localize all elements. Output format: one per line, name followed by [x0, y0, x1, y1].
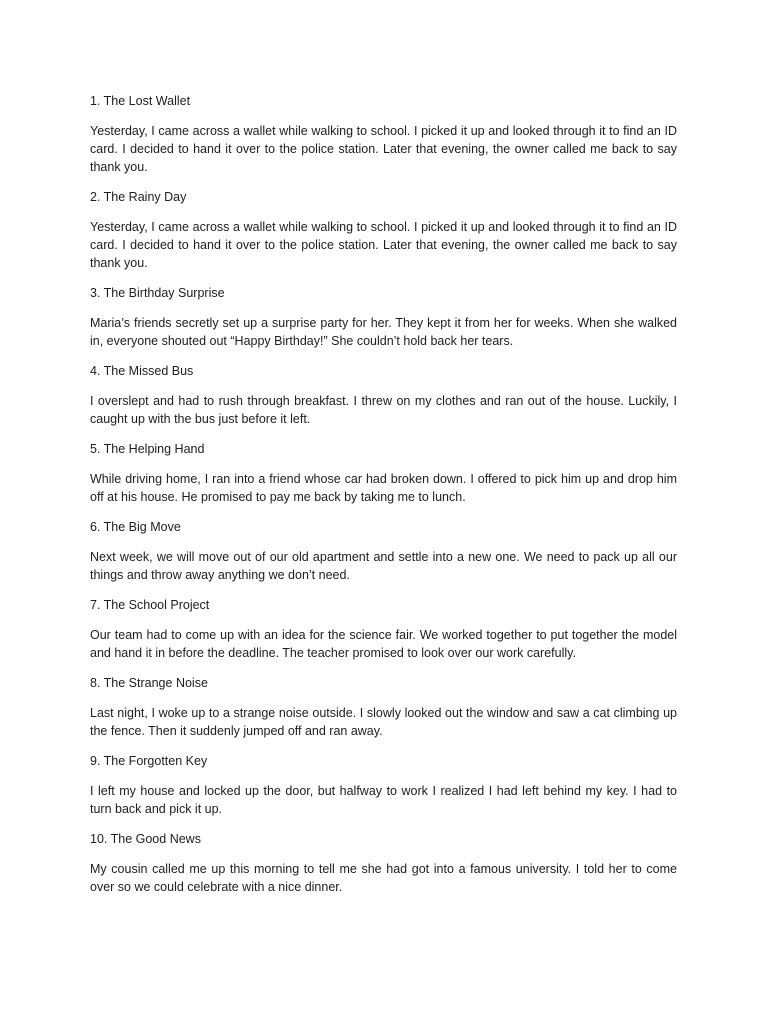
story-title: 4. The Missed Bus — [90, 364, 194, 378]
story-7 — [90, 596, 677, 662]
story-body: Maria’s friends secretly set up a surprise party for her. They kept it from her for weeks. When she walked in, everyone shouted out “Happy Birthday!” She couldn’t hold back her tears. — [90, 316, 677, 348]
story-title: 2. The Rainy Day — [90, 190, 187, 204]
story-10 — [90, 830, 677, 896]
story-4 — [90, 362, 677, 428]
story-body: Last night, I woke up to a strange noise outside. I slowly looked out the window and saw a cat climbing up the fence. Then it suddenly jumped off and ran away. — [90, 706, 677, 738]
story-8 — [90, 674, 677, 740]
story-1 — [90, 92, 677, 176]
document-page — [90, 92, 677, 908]
story-title: 5. The Helping Hand — [90, 442, 205, 456]
story-title: 1. The Lost Wallet — [90, 94, 191, 108]
story-body: My cousin called me up this morning to tell me she had got into a famous university. I told her to come over so we could celebrate with a nice dinner. — [90, 862, 677, 894]
story-body: Yesterday, I came across a wallet while walking to school. I picked it up and looked through it to find an ID card. I decided to hand it over to the police station. Later that evening, the owner called me back to say thank you. — [90, 220, 677, 270]
story-title: 7. The School Project — [90, 598, 210, 612]
story-body: Next week, we will move out of our old apartment and settle into a new one. We need to pack up all our things and throw away anything we don’t need. — [90, 550, 677, 582]
story-title: 6. The Big Move — [90, 520, 181, 534]
story-body: While driving home, I ran into a friend whose car had broken down. I offered to pick him up and drop him off at his house. He promised to pay me back by taking me to lunch. — [90, 472, 677, 504]
story-3 — [90, 284, 677, 350]
story-body: I left my house and locked up the door, but halfway to work I realized I had left behind my key. I had to turn back and pick it up. — [90, 784, 677, 816]
story-body: I overslept and had to rush through breakfast. I threw on my clothes and ran out of the house. Luckily, I caught up with the bus just before it left. — [90, 394, 677, 426]
story-body: Yesterday, I came across a wallet while walking to school. I picked it up and looked through it to find an ID card. I decided to hand it over to the police station. Later that evening, the owner called me back to say thank you. — [90, 124, 677, 174]
story-title: 8. The Strange Noise — [90, 676, 208, 690]
story-title: 10. The Good News — [90, 832, 201, 846]
story-body: Our team had to come up with an idea for the science fair. We worked together to put together the model and hand it in before the deadline. The teacher promised to look over our work carefully. — [90, 628, 677, 660]
story-2 — [90, 188, 677, 272]
story-6 — [90, 518, 677, 584]
story-5 — [90, 440, 677, 506]
story-title: 3. The Birthday Surprise — [90, 286, 225, 300]
story-title: 9. The Forgotten Key — [90, 754, 208, 768]
story-9 — [90, 752, 677, 818]
